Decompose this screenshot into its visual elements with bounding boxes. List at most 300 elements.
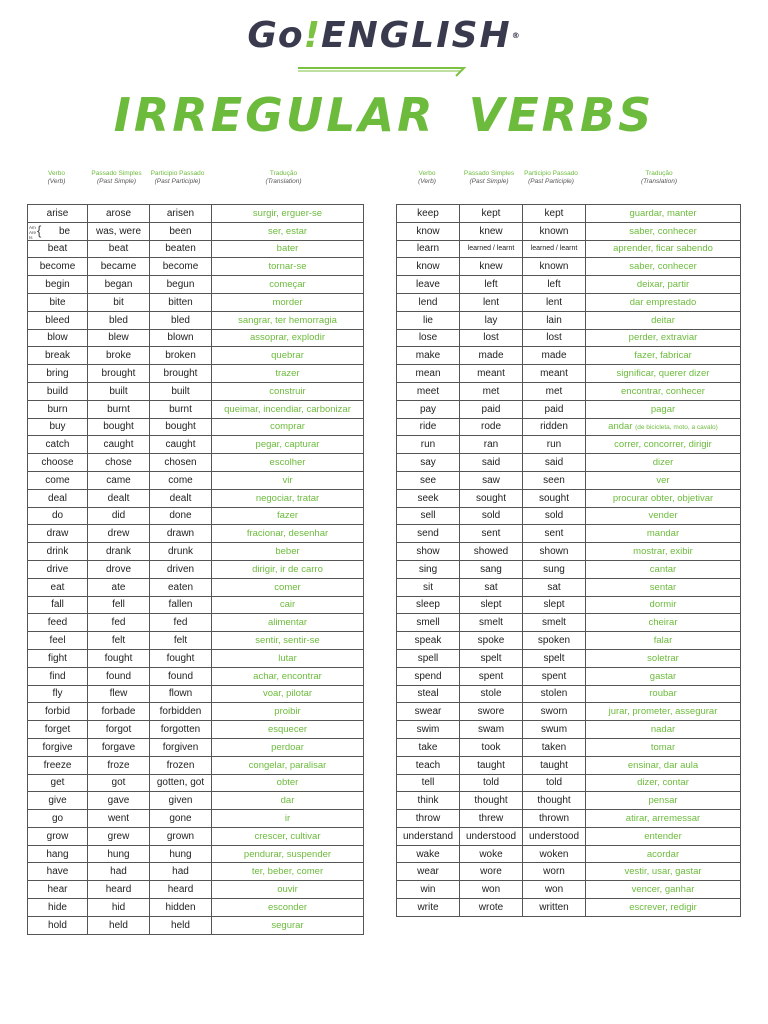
translation-cell: ter, beber, comer [212,863,364,881]
verb-row [28,418,364,436]
past-simple-cell: beat [88,240,150,258]
past-simple-cell: rode [460,418,523,436]
header-past [86,170,147,194]
past-participle-cell: frozen [150,756,212,774]
translation-cell: escolher [212,454,364,472]
translation-cell: vencer, ganhar [586,881,741,899]
verb-cell: buy [28,418,88,436]
translation-cell: cheirar [586,614,741,632]
be-present-forms [29,225,36,240]
verb-cell: become [28,258,88,276]
verb-row [397,881,741,899]
verb-cell: drink [28,543,88,561]
verb-row [28,881,364,899]
past-participle-cell: found [150,667,212,685]
translation-cell: construir [212,382,364,400]
verb-row [397,240,741,258]
verb-row [28,649,364,667]
translation-cell: procurar obter, objetivar [586,489,741,507]
header-verb-en: (Verb) [47,178,66,185]
past-simple-cell: broke [88,347,150,365]
header-verb [27,170,86,194]
verb-row [397,454,741,472]
translation-cell: ser, estar [212,222,364,240]
verb-cell: blow [28,329,88,347]
past-simple-cell: swore [460,703,523,721]
brand-logo [0,14,768,74]
verb-row [28,454,364,472]
translation-cell: sentir, sentir-se [212,632,364,650]
past-simple-cell: wrote [460,899,523,917]
past-simple-cell: bit [88,293,150,311]
past-participle-cell: lent [523,293,586,311]
past-participle-cell: left [523,276,586,294]
verb-row [28,347,364,365]
past-simple-cell: ran [460,436,523,454]
verb-row [397,863,741,881]
header-past-pt: Passado Simples [91,170,142,177]
past-simple-cell: sang [460,560,523,578]
translation-cell: crescer, cultivar [212,827,364,845]
header-verb-pt: Verbo [418,170,436,177]
logo-registered-mark: ® [511,31,521,40]
verb-row [28,774,364,792]
verb-cell: win [397,881,460,899]
past-participle-cell: slept [523,596,586,614]
past-simple-cell: meant [460,365,523,383]
verbs-table-right-section [396,170,741,917]
header-participle-en: (Past Participle) [154,178,201,185]
verb-row [28,489,364,507]
verb-row [28,276,364,294]
translation-cell: dizer, contar [586,774,741,792]
verb-cell: choose [28,454,88,472]
verb-cell: swear [397,703,460,721]
verb-cell: know [397,222,460,240]
past-participle-cell: sold [523,507,586,525]
translation-cell: cair [212,596,364,614]
verb-row [397,792,741,810]
past-simple-cell: understood [460,827,523,845]
verb-row [28,436,364,454]
logo-english: ENGLISH [321,15,512,56]
translation-cell: obter [212,774,364,792]
past-participle-cell: dealt [150,489,212,507]
header-translation-en: (Translation) [265,178,302,185]
verb-cell: swim [397,721,460,739]
past-simple-cell: won [460,881,523,899]
verb-row [28,382,364,400]
verb-row [397,756,741,774]
header-participle-pt: Participio Passado [524,170,578,177]
be-form: Is [29,234,33,240]
verb-cell: feed [28,614,88,632]
verb-row [397,276,741,294]
verb-cell: give [28,792,88,810]
verb-cell: send [397,525,460,543]
translation-cell: dar [212,792,364,810]
past-participle-cell: forgotten [150,721,212,739]
translation-cell: esquecer [212,721,364,739]
past-participle-cell: flown [150,685,212,703]
verb-cell: mean [397,365,460,383]
past-simple-cell: forgave [88,738,150,756]
header-past-pt: Passado Simples [463,170,515,177]
translation-cell: beber [212,543,364,561]
translation-cell: fazer, fabricar [586,347,741,365]
verb-cell: find [28,667,88,685]
translation-cell: ir [212,810,364,828]
verb-row [28,863,364,881]
past-simple-cell: began [88,276,150,294]
past-simple-cell: burnt [88,400,150,418]
translation-cell: sentar [586,578,741,596]
translation-cell: gastar [586,667,741,685]
past-simple-cell: fell [88,596,150,614]
translation-cell: vender [586,507,741,525]
past-participle-cell: broken [150,347,212,365]
verb-row [397,703,741,721]
verb-cell: make [397,347,460,365]
verb-cell: lie [397,311,460,329]
logo-swoosh-icon [296,64,472,78]
verb-cell: lend [397,293,460,311]
past-simple-cell: spent [460,667,523,685]
translation-cell: morder [212,293,364,311]
past-simple-cell: grew [88,827,150,845]
verb-row [397,329,741,347]
verb-row [397,543,741,561]
translation-cell: correr, concorrer, dirigir [586,436,741,454]
translation-cell: dirigir, ir de carro [212,560,364,578]
past-simple-cell: flew [88,685,150,703]
past-participle-cell: smelt [523,614,586,632]
past-participle-cell: shown [523,543,586,561]
verb-cell: forbid [28,703,88,721]
past-simple-cell: made [460,347,523,365]
page-title: IRREGULAR VERBS [113,88,655,142]
verb-cell: run [397,436,460,454]
verb-cell [28,222,88,240]
past-participle-cell: sought [523,489,586,507]
translation-cell: cantar [586,560,741,578]
past-participle-cell: eaten [150,578,212,596]
verb-cell: freeze [28,756,88,774]
past-simple-cell: sat [460,578,523,596]
translation-cell: bater [212,240,364,258]
header-past-en: (Past Simple) [469,178,509,185]
verb-cell: throw [397,810,460,828]
verb-row [28,667,364,685]
verb-row [397,382,741,400]
past-simple-cell: swam [460,721,523,739]
verb-row [28,240,364,258]
verb-row [28,365,364,383]
verb-row [28,560,364,578]
verb-cell: understand [397,827,460,845]
translation-cell: jurar, prometer, assegurar [586,703,741,721]
translation-cell: achar, encontrar [212,667,364,685]
header-verb [396,170,458,194]
verb-row [28,311,364,329]
verb-row [397,400,741,418]
translation-note: (de bicicleta, moto, a cavalo) [635,424,718,432]
verb-cell: sleep [397,596,460,614]
verb-cell: begin [28,276,88,294]
verb-cell: hide [28,899,88,917]
verb-row [397,311,741,329]
verb-cell: bite [28,293,88,311]
verb-row [28,827,364,845]
past-participle-cell: spent [523,667,586,685]
verb-row [397,899,741,917]
header-past [458,170,520,194]
past-participle-cell: chosen [150,454,212,472]
past-participle-cell: known [523,258,586,276]
verb-cell: smell [397,614,460,632]
translation-cell: assoprar, explodir [212,329,364,347]
header-translation [208,170,359,194]
verb-cell: take [397,738,460,756]
verb-cell: teach [397,756,460,774]
translation-cell: deitar [586,311,741,329]
verb-cell: catch [28,436,88,454]
translation-cell: atirar, arremessar [586,810,741,828]
verb-row [397,738,741,756]
verb-row [28,703,364,721]
past-participle-cell: bled [150,311,212,329]
verb-cell: spell [397,649,460,667]
verb-row [28,614,364,632]
past-simple-cell: came [88,471,150,489]
past-participle-cell: stolen [523,685,586,703]
past-participle-cell: drawn [150,525,212,543]
verb-cell: show [397,543,460,561]
verb-cell: have [28,863,88,881]
past-simple-cell: forgot [88,721,150,739]
verb-row [397,525,741,543]
past-simple-cell: caught [88,436,150,454]
translation-cell: ouvir [212,881,364,899]
translation-cell: esconder [212,899,364,917]
translation-cell: encontrar, conhecer [586,382,741,400]
past-simple-cell: bought [88,418,150,436]
verb-row [397,827,741,845]
past-participle-cell: sat [523,578,586,596]
verb-cell: keep [397,205,460,223]
past-simple-cell: slept [460,596,523,614]
verb-row [28,205,364,223]
translation-cell: soletrar [586,649,741,667]
past-simple-cell: took [460,738,523,756]
translation-cell: mostrar, exibir [586,543,741,561]
translation-cell: saber, conhecer [586,222,741,240]
verb-row [397,365,741,383]
past-simple-cell: thought [460,792,523,810]
translation-cell: negociar, tratar [212,489,364,507]
verb-cell: sing [397,560,460,578]
verb-cell: drive [28,560,88,578]
translation-cell: queimar, incendiar, carbonizar [212,400,364,418]
translation-cell: alimentar [212,614,364,632]
past-simple-cell: said [460,454,523,472]
translation-cell: dormir [586,596,741,614]
verb-cell: know [397,258,460,276]
past-participle-cell: met [523,382,586,400]
past-participle-cell: blown [150,329,212,347]
past-simple-cell: sent [460,525,523,543]
verb-cell: arise [28,205,88,223]
past-simple-cell: drank [88,543,150,561]
verb-row [28,507,364,525]
verb-cell: speak [397,632,460,650]
past-simple-cell: smelt [460,614,523,632]
translation-text: andar [608,421,633,433]
past-participle-cell: done [150,507,212,525]
past-simple-cell: knew [460,222,523,240]
verb-cell: fall [28,596,88,614]
verb-row [397,205,741,223]
translation-cell: fazer [212,507,364,525]
past-participle-cell: spoken [523,632,586,650]
translation-cell: dizer [586,454,741,472]
past-participle-cell: gone [150,810,212,828]
header-translation-pt: Tradução [645,170,673,177]
verb-cell: seek [397,489,460,507]
past-simple-cell: hid [88,899,150,917]
verb-cell: fight [28,649,88,667]
verb-cell: leave [397,276,460,294]
translation-cell: pagar [586,400,741,418]
verb-row [397,845,741,863]
verb-cell: meet [397,382,460,400]
verb-row [28,329,364,347]
past-simple-cell: paid [460,400,523,418]
past-simple-cell: spelt [460,649,523,667]
translation-cell: escrever, redigir [586,899,741,917]
verb-row [397,774,741,792]
past-simple-cell: hung [88,845,150,863]
past-participle-cell: worn [523,863,586,881]
past-participle-cell: swum [523,721,586,739]
translation-cell: vir [212,471,364,489]
translation-cell: ver [586,471,741,489]
past-participle-cell: brought [150,365,212,383]
verb-cell: burn [28,400,88,418]
past-participle-cell: become [150,258,212,276]
verb-row [397,436,741,454]
table-header [27,170,364,194]
past-participle-cell: lain [523,311,586,329]
past-simple-cell: lost [460,329,523,347]
translation-cell: ensinar, dar aula [586,756,741,774]
verb-cell: spend [397,667,460,685]
past-simple-cell: spoke [460,632,523,650]
past-participle-cell: caught [150,436,212,454]
past-simple-cell: kept [460,205,523,223]
translation-cell: perder, extraviar [586,329,741,347]
translation-cell: trazer [212,365,364,383]
past-participle-cell: built [150,382,212,400]
verb-cell: tell [397,774,460,792]
verb-row [28,721,364,739]
past-participle-cell: forbidden [150,703,212,721]
verb-cell: draw [28,525,88,543]
verb-cell: hang [28,845,88,863]
translation-cell: significar, querer dizer [586,365,741,383]
verb-row [397,685,741,703]
verb-row [28,293,364,311]
table-header [396,170,741,194]
verb-cell: get [28,774,88,792]
verb-cell: forgive [28,738,88,756]
verb-row [397,667,741,685]
verb-row [28,685,364,703]
verb-row [397,347,741,365]
past-simple-cell: did [88,507,150,525]
header-translation-pt: Tradução [269,170,298,177]
past-simple-cell: learned / learnt [460,240,523,258]
translation-cell: roubar [586,685,741,703]
past-participle-cell: ridden [523,418,586,436]
verb-row [28,899,364,917]
verb-row [28,525,364,543]
verb-cell: do [28,507,88,525]
past-participle-cell: fallen [150,596,212,614]
header-translation [582,170,736,194]
header-verb-en: (Verb) [418,178,436,185]
verb-row [397,258,741,276]
past-participle-cell: begun [150,276,212,294]
translation-cell: tornar-se [212,258,364,276]
past-participle-cell: meant [523,365,586,383]
past-simple-cell: sold [460,507,523,525]
past-simple-cell: taught [460,756,523,774]
verb-row [397,560,741,578]
verb-cell: break [28,347,88,365]
translation-cell: vestir, usar, gastar [586,863,741,881]
verb-cell: forget [28,721,88,739]
verb-row [397,418,741,436]
verbs-table-left [27,204,364,935]
verb-row [397,632,741,650]
past-participle-cell: given [150,792,212,810]
translation-cell: voar, pilotar [212,685,364,703]
past-participle-cell: sung [523,560,586,578]
header-past-en: (Past Simple) [96,178,136,185]
past-participle-cell: paid [523,400,586,418]
verb-cell: sell [397,507,460,525]
translation-cell: guardar, manter [586,205,741,223]
translation-cell: proibir [212,703,364,721]
verb-row [28,222,364,240]
verbs-table-left-section [27,170,364,935]
verb-row [397,471,741,489]
past-simple-cell: bled [88,311,150,329]
translation-cell: sangrar, ter hemorragia [212,311,364,329]
past-simple-cell: told [460,774,523,792]
past-participle-cell: made [523,347,586,365]
past-simple-cell: went [88,810,150,828]
translation-cell: pendurar, suspender [212,845,364,863]
translation-cell: pegar, capturar [212,436,364,454]
past-participle-cell: known [523,222,586,240]
past-participle-cell: heard [150,881,212,899]
past-participle-cell: arisen [150,205,212,223]
header-participle-en: (Past Participle) [528,178,574,185]
past-simple-cell: met [460,382,523,400]
past-participle-cell: hung [150,845,212,863]
